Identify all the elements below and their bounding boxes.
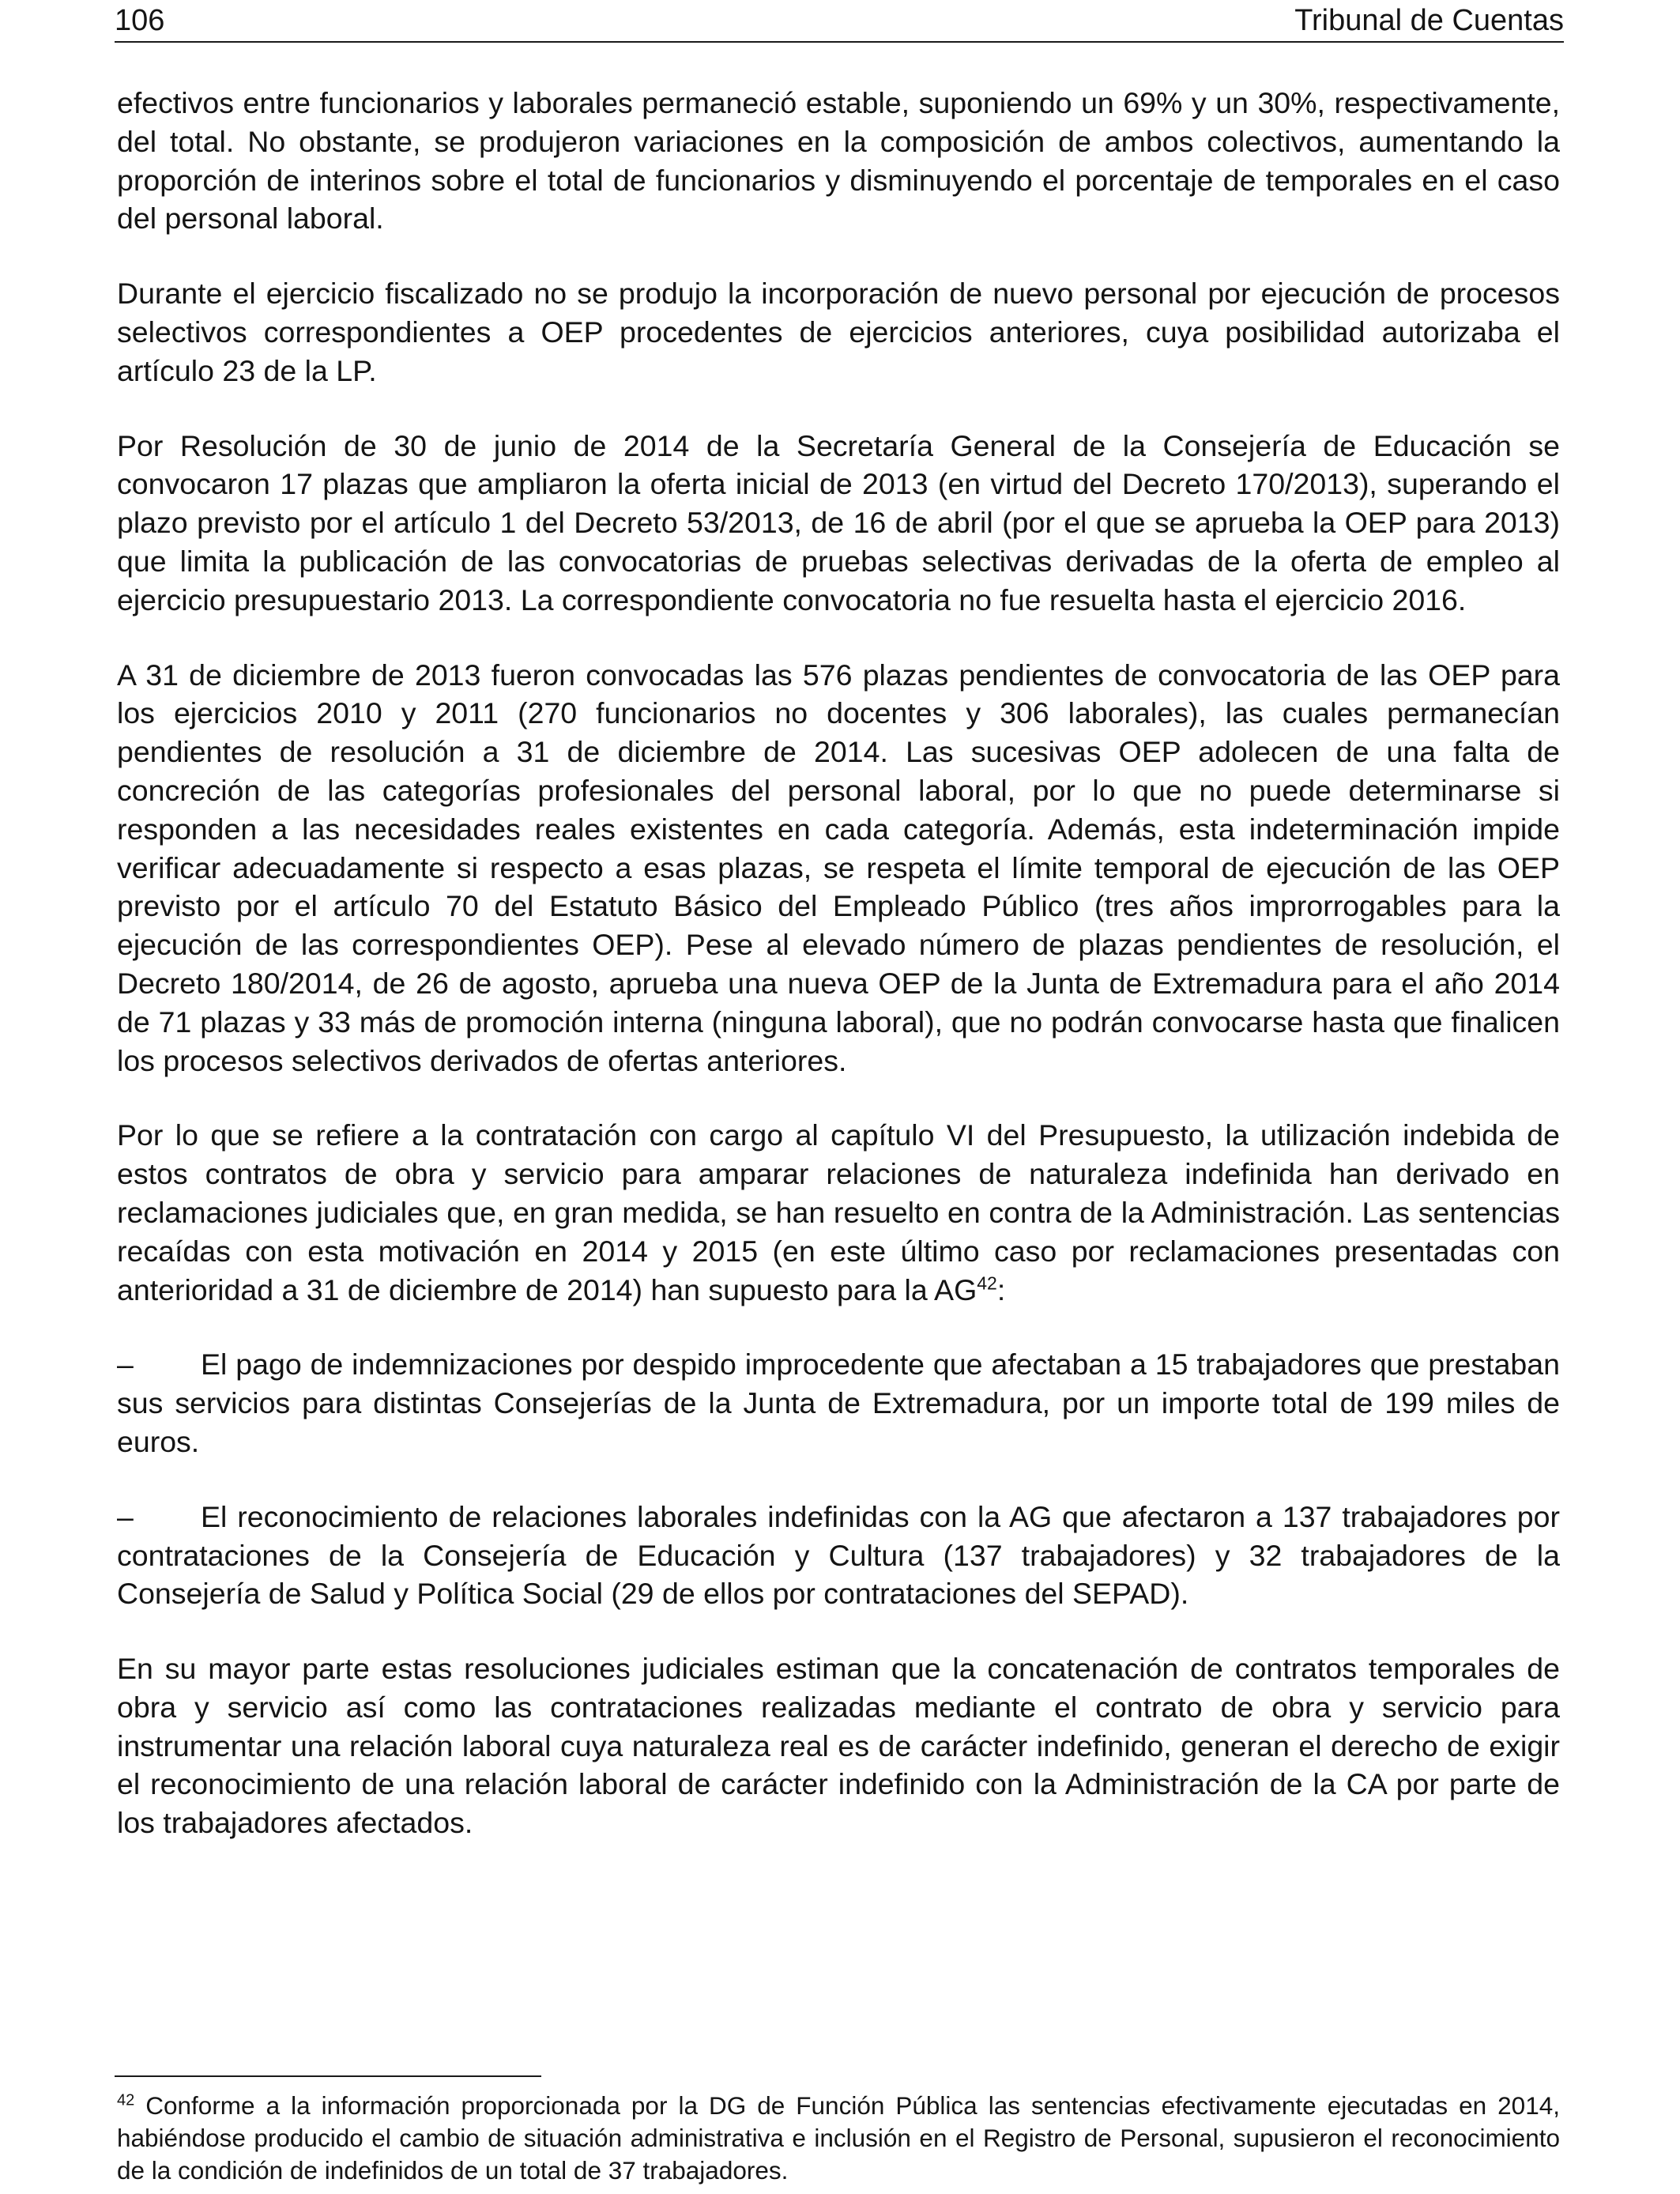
page-header xyxy=(115,0,1564,43)
paragraph-5-text: Por lo que se refiere a la contratación con cargo al capítulo VI del Presupuesto, la utilización indebida de estos contratos de obra y servicio para amparar relaciones de naturaleza indefinida han derivado en reclamaciones judiciales que, en gran medida, se han resuelto en contra de la Administración. Las sentencias recaídas con esta motivación en 2014 y 2015 (en este último caso por reclamaciones presentadas con anterioridad a 31 de diciembre de 2014) han supuesto para la AG xyxy=(117,1118,1560,1306)
dash-bullet: – xyxy=(117,1348,134,1382)
list-item xyxy=(117,1498,1560,1613)
list-item-text: El reconocimiento de relaciones laborales indefinidas con la AG que afectaron a 137 trabajadores por contrataciones de la Consejería de Educación y Cultura (137 trabajadores) y 32 trabajadores de la Consejería de Salud y Política Social (29 de ellos por contrataciones del SEPAD). xyxy=(117,1499,1560,1611)
footnote-separator xyxy=(115,2075,541,2077)
paragraph-3: Por Resolución de 30 de junio de 2014 de la Secretaría General de la Consejería de Educación se convocaron 17 plazas que ampliaron la oferta inicial de 2013 (en virtud del Decreto 170/2013), superando el plazo previsto por el artículo 1 del Decreto 53/2013, de 16 de abril (por el que se aprueba la OEP para 2013) que limita la publicación de las convocatorias de pruebas selectivas derivadas de la oferta de empleo al ejercicio presupuestario 2013. La correspondiente convocatoria no fue resuelta hasta el ejercicio 2016. xyxy=(117,428,1560,616)
paragraph-5-colon: : xyxy=(996,1272,1006,1306)
paragraph-2: Durante el ejercicio fiscalizado no se produjo la incorporación de nuevo personal por ejecución de procesos selectivos correspondientes a OEP procedentes de ejercicios anteriores, cuya posibilidad autorizaba el artículo 23 de la LP. xyxy=(117,277,1560,387)
paragraph-5 xyxy=(117,1116,1560,1309)
body-text xyxy=(117,84,1560,1879)
footnote xyxy=(117,2090,1560,2187)
footnote-number: 42 xyxy=(117,2091,135,2109)
dash-bullet: – xyxy=(117,1499,134,1533)
footnote-reference-42[interactable]: 42 xyxy=(977,1272,997,1294)
page-number: 106 xyxy=(115,4,165,37)
paragraph-4: A 31 de diciembre de 2013 fueron convocadas las 576 plazas pendientes de convocatoria de las OEP para los ejercicios 2010 y 2011 (270 funcionarios no docentes y 306 laborales), las cuales permanecían pendientes de resolución a 31 de diciembre de 2014. Las sucesivas OEP adolecen de una falta de concreción de las categorías profesionales del personal laboral, por lo que no puede determinarse si responden a las necesidades reales existentes en cada categoría. Además, esta indeterminación impide verificar adecuadamente si respecto a esas plazas, se respeta el límite temporal de ejecución de las OEP previsto por el artículo 70 del Estatuto Básico del Empleado Público (tres años improrrogables para la ejecución de las correspondientes OEP). Pese al elevado número de plazas pendientes de resolución, el Decreto 180/2014, de 26 de agosto, aprueba una nueva OEP de la Junta de Extremadura para el año 2014 de 71 plazas y 33 más de promoción interna (ninguna laboral), que no podrán convocarse hasta que finalicen los procesos selectivos derivados de ofertas anteriores. xyxy=(117,658,1560,1077)
header-organization: Tribunal de Cuentas xyxy=(1294,4,1564,37)
list-item xyxy=(117,1345,1560,1461)
paragraph-6: En su mayor parte estas resoluciones judiciales estiman que la concatenación de contratos temporales de obra y servicio así como las contrataciones realizadas mediante el contrato de obra y servicio para instrumentar una relación laboral cuya naturaleza real es de carácter indefinido, generan el derecho de exigir el reconocimiento de una relación laboral de carácter indefinido con la Administración de la CA por parte de los trabajadores afectados. xyxy=(117,1652,1560,1840)
paragraph-1: efectivos entre funcionarios y laborales permaneció estable, suponiendo un 69% y un 30%, respectivamente, del total. No obstante, se produjeron variaciones en la composición de ambos colectivos, aumentando la proporción de interinos sobre el total de funcionarios y disminuyendo el porcentaje de temporales en el caso del personal laboral. xyxy=(117,86,1560,236)
list-item-text: El pago de indemnizaciones por despido improcedente que afectaban a 15 trabajadores que prestaban sus servicios para distintas Consejerías de la Junta de Extremadura, por un importe total de 199 miles de euros. xyxy=(117,1348,1560,1458)
footnote-text: Conforme a la información proporcionada por la DG de Función Pública las sentencias efectivamente ejecutadas en 2014, habiéndose producido el cambio de situación administrativa e inclusión en el Registro de Personal, supusieron el reconocimiento de la condición de indefinidos de un total de 37 trabajadores. xyxy=(117,2091,1560,2185)
